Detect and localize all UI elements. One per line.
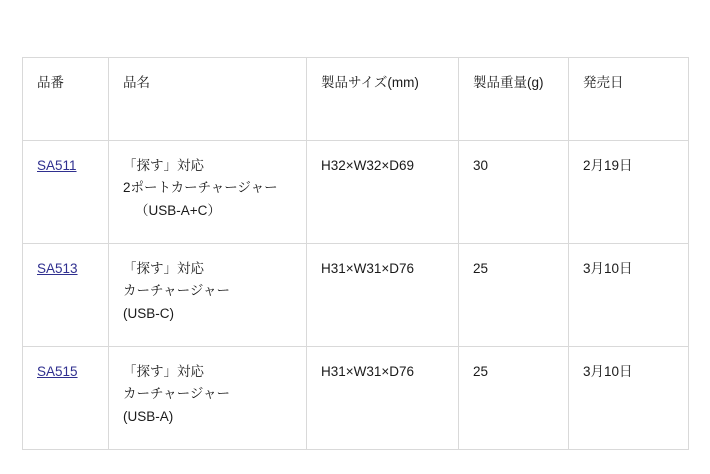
- table-row: [23, 141, 689, 244]
- product-spec-table: [22, 57, 689, 450]
- product-name-line: (USB-A): [123, 408, 174, 424]
- cell-weight: 25: [459, 244, 569, 347]
- column-header-release-date: 発売日: [569, 58, 689, 141]
- product-name-line: カーチャージャー: [123, 386, 231, 402]
- product-name-line: （USB-A+C）: [135, 202, 221, 218]
- table-header: [23, 58, 689, 141]
- product-name-line: 2ポートカーチャージャー: [123, 180, 278, 196]
- table-row: [23, 347, 689, 450]
- table-row: [23, 244, 689, 347]
- cell-part-number: [23, 347, 109, 450]
- column-header-size: 製品サイズ(mm): [307, 58, 459, 141]
- cell-product-name: [109, 244, 307, 347]
- cell-size: H31×W31×D76: [307, 244, 459, 347]
- product-name-line: 「探す」対応: [123, 158, 204, 173]
- part-number-link[interactable]: SA513: [37, 261, 78, 276]
- product-name-line: 「探す」対応: [123, 261, 204, 276]
- cell-product-name: [109, 141, 307, 244]
- cell-product-name: [109, 347, 307, 450]
- part-number-link[interactable]: SA511: [37, 158, 77, 173]
- column-header-product-name: 品名: [109, 58, 307, 141]
- product-name-line: カーチャージャー: [123, 283, 231, 299]
- cell-release-date: 2月19日: [569, 141, 689, 244]
- cell-weight: 25: [459, 347, 569, 450]
- cell-weight: 30: [459, 141, 569, 244]
- cell-release-date: 3月10日: [569, 347, 689, 450]
- product-name-line: 「探す」対応: [123, 364, 204, 379]
- cell-release-date: 3月10日: [569, 244, 689, 347]
- part-number-link[interactable]: SA515: [37, 364, 78, 379]
- table-body: [23, 141, 689, 450]
- cell-size: H31×W31×D76: [307, 347, 459, 450]
- product-name-line: (USB-C): [123, 305, 174, 321]
- cell-part-number: [23, 141, 109, 244]
- column-header-part-number: 品番: [23, 58, 109, 141]
- column-header-weight: 製品重量(g): [459, 58, 569, 141]
- table-header-row: [23, 58, 689, 141]
- cell-size: H32×W32×D69: [307, 141, 459, 244]
- cell-part-number: [23, 244, 109, 347]
